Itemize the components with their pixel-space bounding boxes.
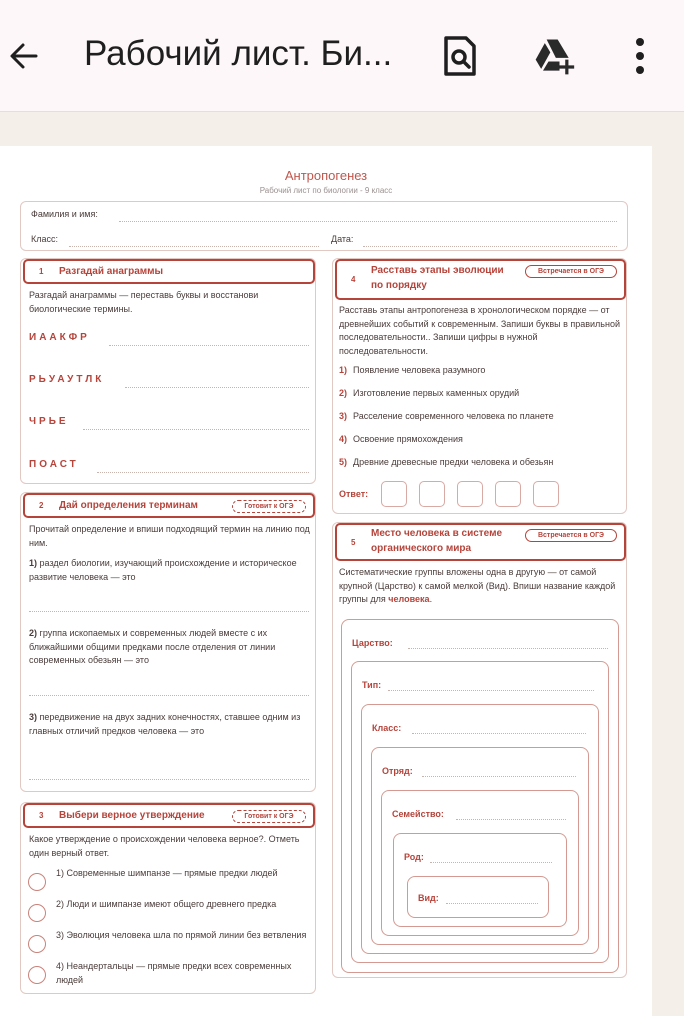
task3-title: Выбери верное утверждение: [59, 810, 205, 821]
option-3-label: 3) Эволюция человека шла по прямой линии без ветвления: [56, 930, 307, 940]
task5-instruction-text: Систематические группы вложены одна в другую — от самой крупной (Царство) к самой мелкой (Вид). Впиши название каждой группы для: [339, 567, 616, 604]
task1-card: [20, 258, 316, 484]
stage-1: [339, 365, 485, 375]
task3-header: [23, 803, 315, 828]
class-label: Класс:: [31, 234, 58, 244]
task2-header: [23, 493, 315, 518]
stage-5-number: 5): [339, 457, 348, 467]
class-line: [69, 246, 319, 247]
task5-title-line2: органического мира: [371, 543, 472, 554]
task3-instruction: Какое утверждение о происхождении человека верное?. Отметь один верный ответ.: [29, 834, 300, 858]
task2-instruction: Прочитай определение и впиши подходящий термин на линию под ним.: [29, 524, 310, 548]
definition-3-line[interactable]: [29, 779, 309, 780]
oge-badge: Готовит к ОГЭ: [232, 500, 306, 513]
answer-box-3[interactable]: [457, 481, 483, 507]
date-line: [363, 246, 617, 247]
species-line[interactable]: [446, 903, 538, 904]
task5-card: [332, 522, 627, 978]
stage-3-number: 3): [339, 411, 348, 421]
family-label: Семейство:: [392, 809, 444, 819]
task4-title-line2: по порядку: [371, 280, 427, 291]
task5-header: [335, 523, 626, 561]
order-label: Отряд:: [382, 766, 413, 776]
genus-line[interactable]: [430, 862, 552, 863]
answer-label: Ответ:: [339, 489, 369, 499]
order-line[interactable]: [422, 776, 576, 777]
stage-1-text: Появление человека разумного: [353, 365, 486, 375]
definition-1-line[interactable]: [29, 611, 309, 612]
option-1-radio[interactable]: [28, 873, 46, 891]
task5-instruction-emphasis: человека: [388, 594, 430, 604]
more-vert-icon[interactable]: [618, 34, 662, 78]
stage-4-text: Освоение прямохождения: [353, 434, 463, 444]
name-line: [119, 221, 617, 222]
stage-4-number: 4): [339, 434, 348, 444]
stage-4: [339, 434, 463, 444]
phylum-line[interactable]: [388, 690, 594, 691]
document-title: Рабочий лист. Би...: [84, 34, 393, 73]
answer-box-5[interactable]: [533, 481, 559, 507]
task4-title-line1: Расставь этапы эволюции: [371, 265, 504, 276]
task1-instruction: Разгадай анаграммы — переставь буквы и восстанови биологические термины.: [29, 290, 259, 314]
task1-number: 1: [39, 267, 44, 276]
taxon-species-box: [407, 876, 549, 918]
definition-1-number: 1): [29, 558, 38, 568]
stage-5-text: Древние древесные предки человека и обезьян: [353, 457, 554, 467]
definition-2: [29, 627, 313, 668]
stage-2-text: Изготовление первых каменных орудий: [353, 388, 520, 398]
worksheet-page[interactable]: [0, 146, 652, 1016]
stage-3: [339, 411, 554, 421]
oge-badge: Встречается в ОГЭ: [525, 265, 617, 278]
date-label: Дата:: [331, 234, 354, 244]
definition-2-text: группа ископаемых и современных людей вместе с их ближайшими общими предками после отделения от линии современных обезьян — это: [29, 628, 276, 665]
task4-instruction: Расставь этапы антропогенеза в хронологическом порядке — от древнейших событий к современным. Запиши буквы в правильной последовательности.. Запиши цифры в нужной последовательности.: [339, 305, 620, 356]
name-label: Фамилия и имя:: [31, 209, 98, 219]
definition-3: [29, 711, 313, 738]
task3-card: [20, 802, 316, 994]
definition-1-text: раздел биологии, изучающий происхождение и историческое развитие человека — это: [29, 558, 297, 582]
option-4-radio[interactable]: [28, 966, 46, 984]
kingdom-label: Царство:: [352, 638, 393, 648]
genus-label: Род:: [404, 852, 424, 862]
anagram-3: ЧРЬЕ: [29, 416, 69, 427]
task3-number: 3: [39, 811, 44, 820]
task5-title-line1: Место человека в системе: [371, 528, 503, 539]
stage-3-text: Расселение современного человека по планете: [353, 411, 554, 421]
oge-badge: Готовит к ОГЭ: [232, 810, 306, 823]
student-info-box: [20, 201, 628, 251]
worksheet-subtitle: Рабочий лист по биологии - 9 класс: [259, 186, 393, 195]
option-1-label: 1) Современные шимпанзе — прямые предки людей: [56, 868, 278, 878]
definition-3-number: 3): [29, 712, 38, 722]
task5-instruction: [339, 566, 625, 607]
anagram-1: ИААКФР: [29, 332, 90, 343]
answer-box-4[interactable]: [495, 481, 521, 507]
task1-title: Разгадай анаграммы: [59, 266, 164, 277]
answer-box-2[interactable]: [419, 481, 445, 507]
anagram-1-line[interactable]: [109, 345, 309, 346]
worksheet-title: Антропогенез: [284, 168, 368, 183]
definition-3-text: передвижение на двух задних конечностях, ставшее одним из главных отличий предков человека — это: [29, 712, 301, 736]
document-search-icon[interactable]: [438, 34, 482, 78]
class-taxon-line[interactable]: [412, 733, 586, 734]
stage-2-number: 2): [339, 388, 348, 398]
anagram-2-line[interactable]: [125, 387, 309, 388]
stage-5: [339, 457, 553, 467]
stage-1-number: 1): [339, 365, 348, 375]
task2-card: [20, 492, 316, 792]
app-bar: [0, 0, 684, 112]
definition-2-line[interactable]: [29, 695, 309, 696]
anagram-2: РЬУАУТЛК: [29, 374, 105, 385]
task4-number: 4: [351, 275, 356, 284]
option-2-radio[interactable]: [28, 904, 46, 922]
task4-header: [335, 259, 626, 300]
kingdom-line[interactable]: [408, 648, 608, 649]
anagram-3-line[interactable]: [83, 429, 309, 430]
definition-1: [29, 557, 313, 584]
task5-instruction-end: .: [429, 594, 433, 604]
task1-header: [23, 259, 315, 284]
option-3-radio[interactable]: [28, 935, 46, 953]
definition-2-number: 2): [29, 628, 38, 638]
oge-badge: Встречается в ОГЭ: [525, 529, 617, 542]
anagram-4-line[interactable]: [97, 472, 309, 473]
task4-card: [332, 258, 627, 514]
class-taxon-label: Класс:: [372, 723, 402, 733]
species-label: Вид:: [418, 893, 439, 903]
anagram-4: ПОАСТ: [29, 459, 79, 470]
task2-number: 2: [39, 501, 44, 510]
phylum-label: Тип:: [362, 680, 382, 690]
back-arrow-icon[interactable]: [4, 36, 44, 76]
stage-2: [339, 388, 519, 398]
option-4-label: 4) Неандертальцы — прямые предки всех современных людей: [56, 961, 292, 985]
answer-box-1[interactable]: [381, 481, 407, 507]
family-line[interactable]: [456, 819, 566, 820]
task5-number: 5: [351, 538, 356, 547]
task2-title: Дай определения терминам: [59, 500, 198, 511]
option-2-label: 2) Люди и шимпанзе имеют общего древнего предка: [56, 899, 277, 909]
drive-add-icon[interactable]: [532, 34, 576, 78]
